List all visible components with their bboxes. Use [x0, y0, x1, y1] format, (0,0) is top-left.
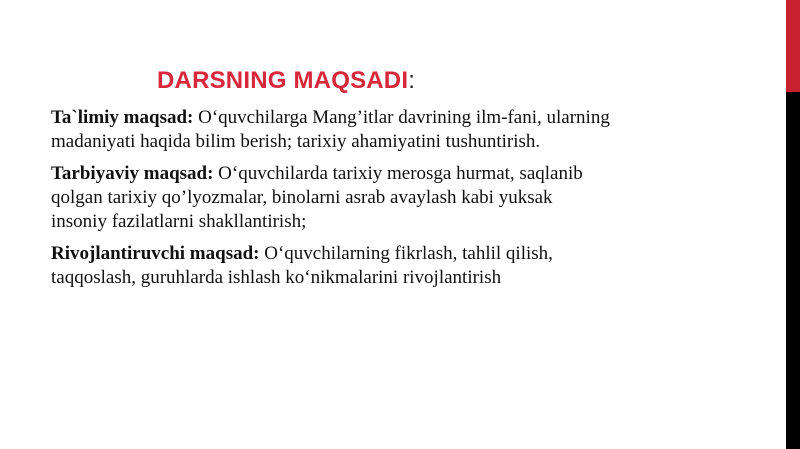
- goal-upbringing-text: O‘quvchilarda tarixiy merosga hurmat, saqlanib qolgan tarixiy qo’lyozmalar, binolarni asrab avaylash kabi yuksak insoniy fazilatlarni shakllantirish;: [51, 163, 583, 232]
- goal-educational: [51, 106, 611, 154]
- accent-bar-red: [786, 0, 800, 92]
- slide-body: [51, 106, 611, 298]
- slide-title-colon: :: [408, 67, 416, 94]
- goal-developmental-text: O‘quvchilarning fikrlash, tahlil qilish, taqqoslash, guruhlarda ishlash ko‘nikmalarini rivojlantirish: [51, 243, 553, 288]
- goal-developmental: [51, 242, 611, 290]
- slide-title-text: DARSNING MAQSADI: [157, 67, 409, 94]
- slide-title: [157, 66, 415, 96]
- goal-educational-label: Ta`limiy maqsad:: [51, 107, 194, 128]
- goal-upbringing-label: Tarbiyaviy maqsad:: [51, 163, 214, 184]
- goal-educational-text: O‘quvchilarga Mang’itlar davrining ilm-fani, ularning madaniyati haqida bilim berish; tarixiy ahamiyatini tushuntirish.: [51, 107, 610, 152]
- goal-developmental-label: Rivojlantiruvchi maqsad:: [51, 243, 260, 264]
- goal-upbringing: [51, 162, 611, 234]
- accent-bar-black: [786, 92, 800, 449]
